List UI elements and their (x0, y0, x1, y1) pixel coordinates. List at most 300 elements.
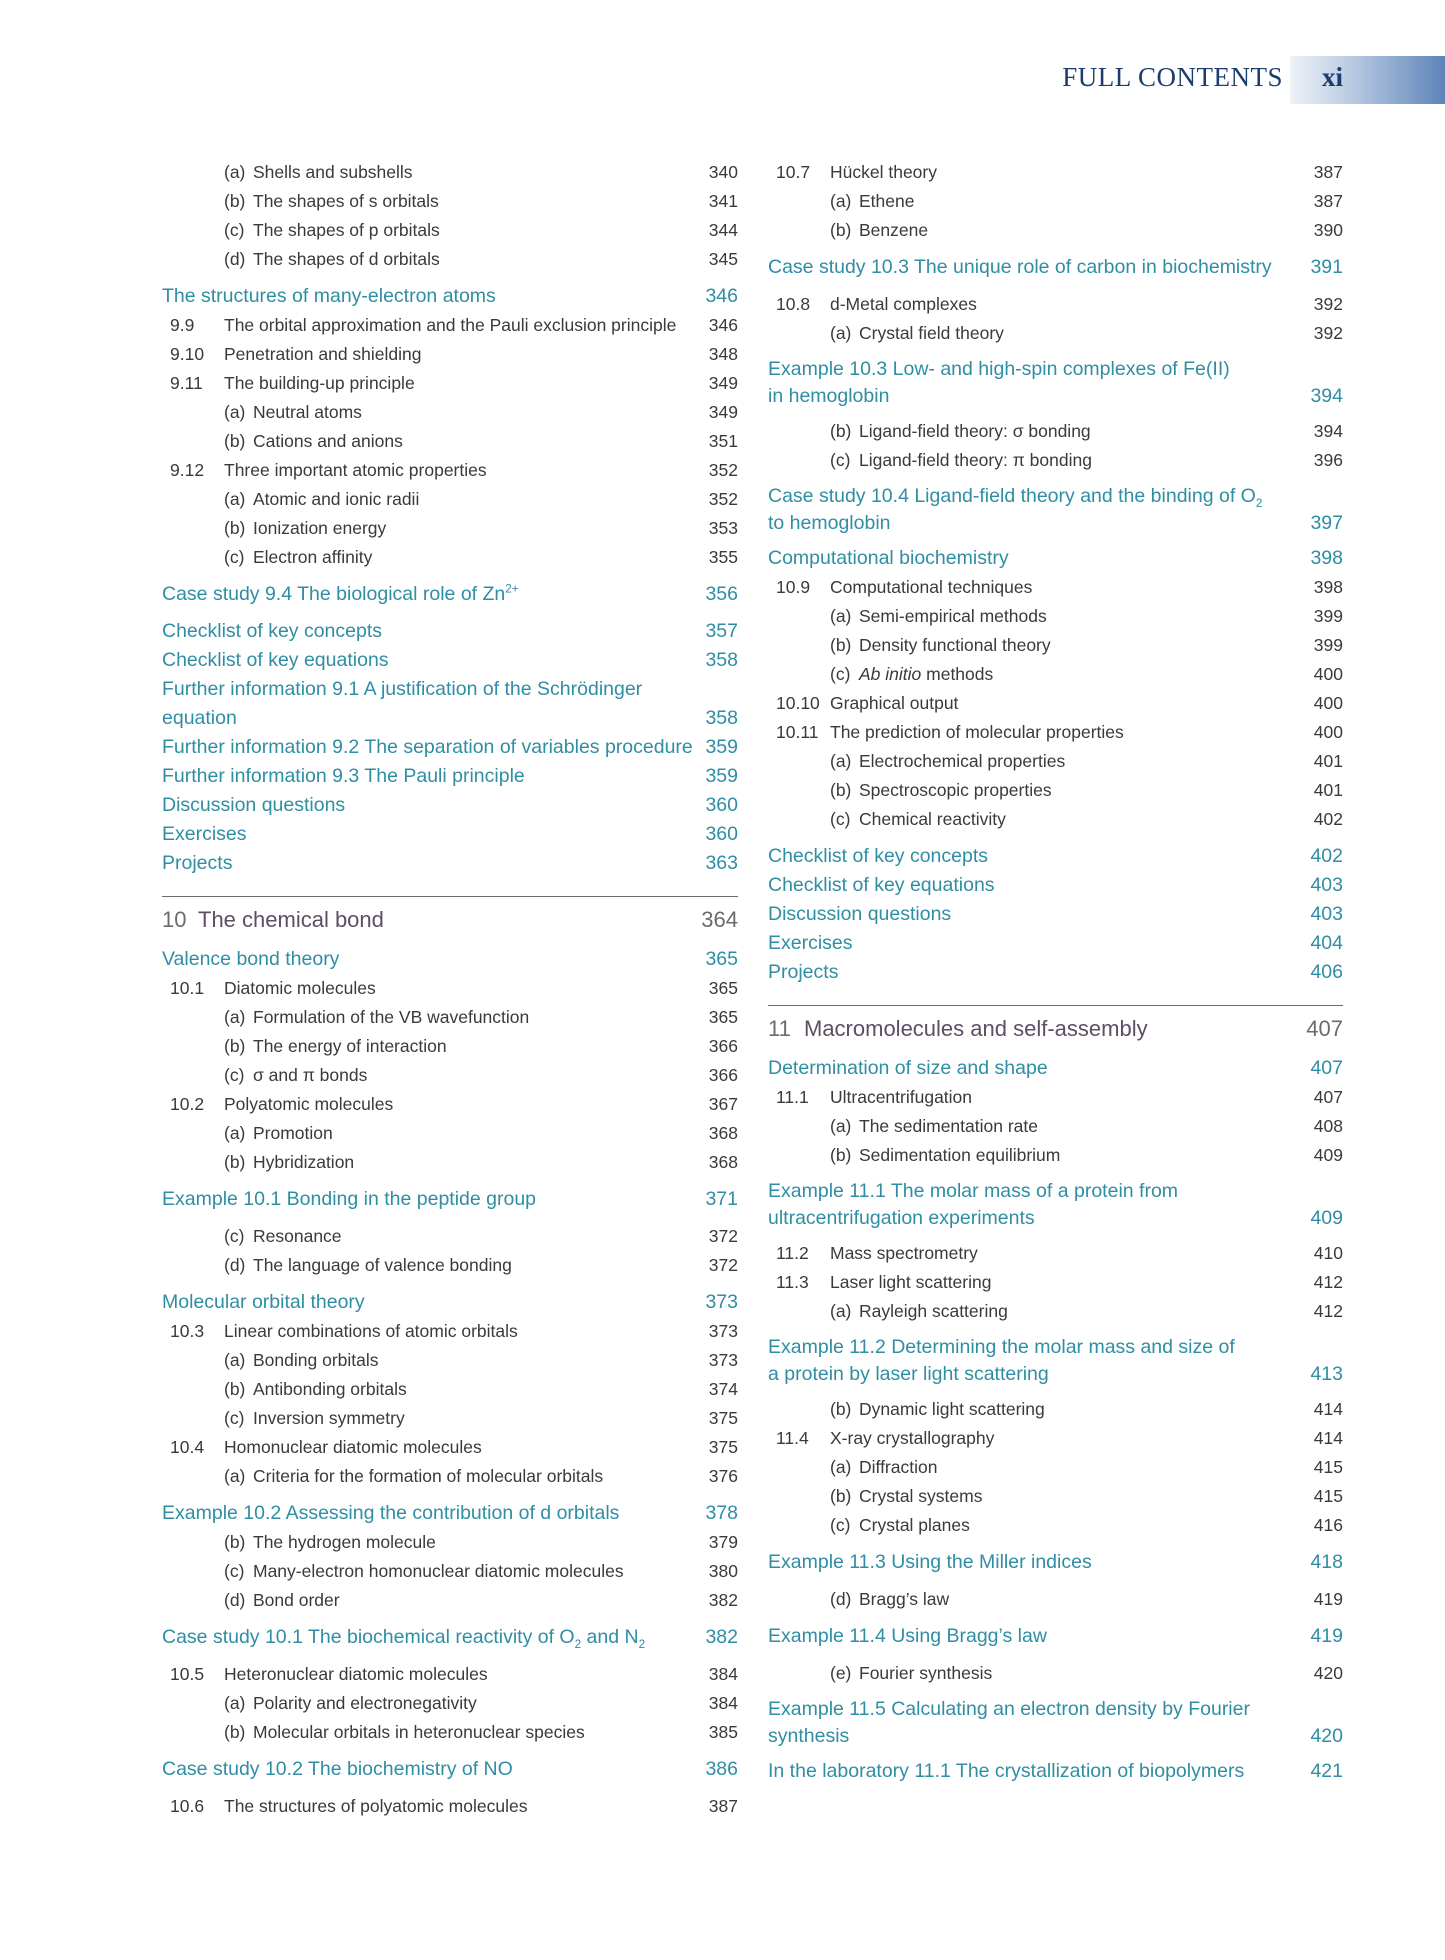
topic-entry[interactable] (768, 718, 1343, 747)
entry-number: 10.7 (776, 162, 811, 182)
page-ref: 357 (705, 620, 738, 642)
feature-entry[interactable] (768, 1696, 1343, 1751)
page-ref: 400 (1313, 693, 1343, 713)
section-entry[interactable] (162, 791, 738, 820)
entry-title: Formulation of the VB wavefunction (253, 1007, 530, 1027)
section-entry[interactable] (162, 1185, 738, 1214)
page-ref: 412 (1313, 1301, 1343, 1321)
subtopic-entry[interactable] (162, 398, 738, 427)
entry-number: (b) (830, 421, 852, 441)
section-entry[interactable] (162, 762, 738, 791)
page-ref: 414 (1313, 1399, 1343, 1419)
topic-entry[interactable] (162, 1090, 738, 1119)
entry-title: Criteria for the formation of molecular orbitals (253, 1466, 604, 1486)
entry-title: Chemical reactivity (859, 809, 1006, 829)
section-entry[interactable] (162, 675, 738, 704)
page-ref: 407 (1306, 1016, 1343, 1041)
entry-title: equation (162, 707, 237, 729)
entry-title: Linear combinations of atomic orbitals (224, 1321, 518, 1341)
section-entry[interactable] (162, 282, 738, 311)
entry-title: Crystal systems (859, 1486, 983, 1506)
subtopic-entry[interactable] (162, 543, 738, 572)
entry-title: Electrochemical properties (859, 751, 1066, 771)
page-ref: 365 (708, 978, 738, 998)
entry-title: In the laboratory 11.1 The crystallization of biopolymers (768, 1760, 1245, 1782)
superscript: 2+ (505, 582, 519, 596)
entry-title: Exercises (162, 823, 247, 845)
entry-number: (a) (830, 751, 852, 771)
page-ref: 366 (708, 1036, 738, 1056)
page-ref: 360 (705, 823, 738, 845)
entry-number: 10.2 (170, 1094, 205, 1114)
section-entry[interactable] (768, 958, 1343, 987)
page-ref: 345 (708, 249, 738, 269)
entry-title: Case study 10.1 The biochemical reactivity of $O_2$ and $N_2$ (162, 1626, 646, 1651)
section-entry[interactable] (162, 1623, 738, 1652)
page-ref: 413 (1310, 1363, 1343, 1385)
page-ref: 375 (708, 1437, 738, 1457)
page-ref: 365 (708, 1007, 738, 1027)
subtopic-entry[interactable] (768, 631, 1343, 660)
entry-title: Checklist of key equations (768, 874, 995, 896)
page-ref: 374 (708, 1379, 738, 1399)
page-ref: 392 (1313, 323, 1343, 343)
contents-column-left (162, 158, 738, 1821)
page-ref: 402 (1313, 809, 1343, 829)
page-ref: 398 (1313, 577, 1343, 597)
chapter-heading[interactable] (162, 896, 738, 943)
entry-number: (c) (224, 1226, 245, 1246)
subtopic-entry[interactable] (162, 427, 738, 456)
entry-number: 11.1 (776, 1087, 809, 1107)
topic-entry[interactable] (768, 1424, 1343, 1453)
entry-title: Polarity and electronegativity (253, 1693, 477, 1713)
topic-entry[interactable] (162, 974, 738, 1003)
topic-entry[interactable] (768, 1268, 1343, 1297)
entry-title: The structures of many-electron atoms (162, 285, 496, 307)
entry-number: (c) (830, 1515, 851, 1535)
subscript: 2 (638, 1637, 646, 1651)
subtopic-entry[interactable] (162, 1557, 738, 1586)
page-ref: 375 (708, 1408, 738, 1428)
entry-number: (b) (830, 1486, 852, 1506)
entry-number: 9.11 (170, 373, 203, 393)
page-ref: 363 (705, 852, 738, 874)
subtopic-entry[interactable] (768, 1395, 1343, 1424)
entry-title: Penetration and shielding (224, 344, 422, 364)
entry-title: Density functional theory (859, 635, 1051, 655)
subtopic-entry[interactable] (162, 514, 738, 543)
entry-number: (b) (830, 780, 852, 800)
entry-number: 10.6 (170, 1796, 205, 1816)
page-ref: 415 (1313, 1457, 1343, 1477)
entry-number: (a) (830, 323, 852, 343)
page-ref: 419 (1313, 1589, 1343, 1609)
entry-title: Checklist of key concepts (162, 620, 383, 642)
page-ref: 340 (708, 162, 738, 182)
entry-title: Valence bond theory (162, 948, 340, 970)
entry-title: The structures of polyatomic molecules (224, 1796, 528, 1816)
page-ref: 401 (1313, 751, 1343, 771)
entry-title: Discussion questions (162, 794, 346, 816)
running-header-title: FULL CONTENTS (1062, 62, 1283, 92)
entry-number: 10.9 (776, 577, 811, 597)
section-entry[interactable] (768, 544, 1343, 573)
entry-title: Ligand-field theory: π bonding (859, 450, 1092, 470)
entry-title: The hydrogen molecule (253, 1532, 436, 1552)
page-ref: 384 (708, 1693, 738, 1713)
entry-title-line1: Example 10.3 Low- and high-spin complexes of Fe(II) (768, 358, 1230, 380)
page-ref: 387 (708, 1796, 738, 1816)
section-entry[interactable] (162, 704, 738, 733)
section-entry[interactable] (768, 1054, 1343, 1083)
entry-number: (c) (224, 547, 245, 567)
entry-number: (c) (830, 664, 851, 684)
entry-title: Three important atomic properties (224, 460, 487, 480)
page-ref: 372 (708, 1255, 738, 1275)
page-ref: 352 (708, 489, 738, 509)
entry-title: The building-up principle (224, 373, 415, 393)
entry-title: Bonding orbitals (253, 1350, 379, 1370)
entry-number: (d) (830, 1589, 852, 1609)
subtopic-entry[interactable] (768, 776, 1343, 805)
subscript: 2 (574, 1637, 582, 1651)
entry-number: (b) (224, 1152, 246, 1172)
entry-number: (b) (224, 1036, 246, 1056)
subtopic-entry[interactable] (768, 1482, 1343, 1511)
chapter-number: 11 (768, 1016, 791, 1041)
subtopic-entry[interactable] (162, 216, 738, 245)
section-entry[interactable] (162, 580, 738, 609)
feature-entry[interactable] (768, 1178, 1343, 1233)
entry-title: Molecular orbitals in heteronuclear species (253, 1722, 585, 1742)
section-entry[interactable] (162, 733, 738, 762)
entry-number: (b) (830, 1145, 852, 1165)
entry-title: Bragg’s law (859, 1589, 950, 1609)
page-ref: 364 (701, 907, 738, 932)
page-ref: 355 (708, 547, 738, 567)
entry-number: (a) (224, 1350, 246, 1370)
page-ref: 414 (1313, 1428, 1343, 1448)
subtopic-entry[interactable] (768, 417, 1343, 446)
entry-title: Hückel theory (830, 162, 937, 182)
entry-title-line2: in hemoglobin (768, 385, 890, 407)
entry-number: 10.4 (170, 1437, 205, 1457)
entry-title: Spectroscopic properties (859, 780, 1052, 800)
entry-title: Resonance (253, 1226, 342, 1246)
entry-title: The energy of interaction (253, 1036, 447, 1056)
entry-number: 11.3 (776, 1272, 809, 1292)
entry-number: (b) (224, 1532, 246, 1552)
section-entry[interactable] (768, 253, 1343, 282)
entry-title: The sedimentation rate (859, 1116, 1038, 1136)
entry-title: Graphical output (830, 693, 959, 713)
entry-title: Crystal field theory (859, 323, 1004, 343)
topic-entry[interactable] (768, 573, 1343, 602)
page-ref: 392 (1313, 294, 1343, 314)
entry-title: Semi-empirical methods (859, 606, 1047, 626)
subtopic-entry[interactable] (162, 1346, 738, 1375)
section-entry[interactable] (768, 1757, 1343, 1786)
subtopic-entry[interactable] (162, 1119, 738, 1148)
page-ref: 404 (1310, 932, 1343, 954)
page-ref: 376 (708, 1466, 738, 1486)
subtopic-entry[interactable] (162, 1148, 738, 1177)
page-ref: 341 (708, 191, 738, 211)
entry-title: The orbital approximation and the Pauli exclusion principle (224, 315, 677, 335)
feature-entry[interactable] (768, 356, 1343, 411)
entry-number: (a) (224, 162, 246, 182)
page-ref: 400 (1313, 664, 1343, 684)
subtopic-entry[interactable] (768, 1141, 1343, 1170)
entry-number: (a) (224, 1123, 246, 1143)
page-ref: 367 (708, 1094, 738, 1114)
entry-title-line2: synthesis (768, 1725, 850, 1747)
entry-title: Hybridization (253, 1152, 355, 1172)
page-ref: 384 (708, 1664, 738, 1684)
entry-title-line1: Example 11.2 Determining the molar mass and size of (768, 1336, 1235, 1358)
page-ref: 348 (708, 344, 738, 364)
entry-number: (d) (224, 1255, 246, 1275)
entry-title: Case study 10.2 The biochemistry of NO (162, 1758, 513, 1780)
entry-title: Further information 9.1 A justification of the Schrödinger (162, 678, 643, 700)
chapter-title: The chemical bond (198, 907, 384, 932)
entry-title-line2: a protein by laser light scattering (768, 1363, 1049, 1385)
page-ref: 365 (705, 948, 738, 970)
section-entry[interactable] (768, 929, 1343, 958)
topic-entry[interactable] (162, 340, 738, 369)
topic-entry[interactable] (768, 158, 1343, 187)
subtopic-entry[interactable] (162, 485, 738, 514)
entry-title: Neutral atoms (253, 402, 362, 422)
subtopic-entry[interactable] (162, 1375, 738, 1404)
page-ref: 408 (1313, 1116, 1343, 1136)
entry-number: (c) (224, 1408, 245, 1428)
entry-title: Polyatomic molecules (224, 1094, 394, 1114)
page-ref: 356 (705, 583, 738, 605)
entry-number: (a) (830, 191, 852, 211)
page-ref: 419 (1310, 1625, 1343, 1647)
page-ref: 346 (705, 285, 738, 307)
entry-number: (b) (830, 220, 852, 240)
entry-title: Ionization energy (253, 518, 387, 538)
page-ref: 398 (1310, 547, 1343, 569)
entry-number: (c) (830, 450, 851, 470)
page-ref: 420 (1313, 1663, 1343, 1683)
entry-title: Ligand-field theory: σ bonding (859, 421, 1091, 441)
page-ref: 372 (708, 1226, 738, 1246)
page-ref: 359 (705, 736, 738, 758)
subtopic-entry[interactable] (768, 1511, 1343, 1540)
page-ref: 358 (705, 649, 738, 671)
section-entry[interactable] (162, 646, 738, 675)
entry-number: (a) (830, 1457, 852, 1477)
page-ref: 421 (1310, 1760, 1343, 1782)
entry-title: Projects (768, 961, 839, 983)
entry-number: 9.9 (170, 315, 195, 335)
entry-title: Sedimentation equilibrium (859, 1145, 1061, 1165)
entry-title: Example 11.4 Using Bragg’s law (768, 1625, 1047, 1647)
topic-entry[interactable] (768, 1083, 1343, 1112)
entry-title: Bond order (253, 1590, 340, 1610)
page-ref: 358 (705, 707, 738, 729)
page-ref: 349 (708, 402, 738, 422)
entry-title: Diffraction (859, 1457, 938, 1477)
subtopic-entry[interactable] (162, 1586, 738, 1615)
subtopic-entry[interactable] (162, 1689, 738, 1718)
entry-title: Homonuclear diatomic molecules (224, 1437, 482, 1457)
page-ref: 394 (1310, 385, 1343, 407)
subtopic-entry[interactable] (162, 1251, 738, 1280)
section-entry[interactable] (768, 900, 1343, 929)
subtopic-entry[interactable] (768, 1297, 1343, 1326)
page-ref: 407 (1310, 1057, 1343, 1079)
subtopic-entry[interactable] (768, 602, 1343, 631)
section-entry[interactable] (768, 1622, 1343, 1651)
feature-entry[interactable] (768, 1334, 1343, 1389)
subtopic-entry[interactable] (768, 1453, 1343, 1482)
chapter-title: Macromolecules and self-assembly (804, 1016, 1148, 1041)
page-ref: 382 (708, 1590, 738, 1610)
page-ref: 387 (1313, 191, 1343, 211)
subtopic-entry[interactable] (768, 1112, 1343, 1141)
section-entry[interactable] (162, 1499, 738, 1528)
subtopic-entry[interactable] (162, 1404, 738, 1433)
section-entry[interactable] (768, 871, 1343, 900)
entry-title: Laser light scattering (830, 1272, 992, 1292)
page-ref: 412 (1313, 1272, 1343, 1292)
subtopic-entry[interactable] (162, 1222, 738, 1251)
subtopic-entry[interactable] (162, 1462, 738, 1491)
entry-number: (a) (224, 1466, 246, 1486)
topic-entry[interactable] (162, 1660, 738, 1689)
entry-number: 11.4 (776, 1428, 809, 1448)
entry-title: Example 10.1 Bonding in the peptide group (162, 1188, 537, 1210)
page-ref: 391 (1310, 256, 1343, 278)
entry-number: (b) (224, 431, 246, 451)
entry-number: 9.12 (170, 460, 205, 480)
topic-entry[interactable] (162, 369, 738, 398)
entry-number: (a) (224, 1693, 246, 1713)
page-ref: 402 (1310, 845, 1343, 867)
entry-title: Checklist of key concepts (768, 845, 989, 867)
chapter-heading[interactable] (768, 1005, 1343, 1052)
entry-title: Case study 10.3 The unique role of carbon in biochemistry (768, 256, 1272, 278)
page-ref: 351 (708, 431, 738, 451)
section-entry[interactable] (162, 617, 738, 646)
subscript: 2 (1255, 496, 1263, 510)
entry-title: Heteronuclear diatomic molecules (224, 1664, 488, 1684)
entry-number: 10.1 (170, 978, 205, 998)
page-ref: 416 (1313, 1515, 1343, 1535)
section-entry[interactable] (768, 1548, 1343, 1577)
subtopic-entry[interactable] (162, 187, 738, 216)
entry-title: Further information 9.2 The separation of variables procedure (162, 736, 693, 758)
page-ref: 346 (708, 315, 738, 335)
subtopic-entry[interactable] (162, 1061, 738, 1090)
section-entry[interactable] (162, 945, 738, 974)
entry-title: Rayleigh scattering (859, 1301, 1008, 1321)
page-ref: 406 (1310, 961, 1343, 983)
section-entry[interactable] (768, 842, 1343, 871)
entry-number: 10.8 (776, 294, 811, 314)
chapter-number: 10 (162, 907, 187, 932)
subtopic-entry[interactable] (162, 1718, 738, 1747)
entry-title: The language of valence bonding (253, 1255, 512, 1275)
topic-entry[interactable] (162, 1792, 738, 1821)
section-entry[interactable] (162, 1755, 738, 1784)
entry-title: Further information 9.3 The Pauli principle (162, 765, 525, 787)
entry-number: (b) (224, 191, 246, 211)
entry-title-line1: Example 11.1 The molar mass of a protein from (768, 1180, 1179, 1202)
subtopic-entry[interactable] (162, 1032, 738, 1061)
subtopic-entry[interactable] (162, 1003, 738, 1032)
entry-number: (b) (224, 1379, 246, 1399)
subtopic-entry[interactable] (768, 216, 1343, 245)
subtopic-entry[interactable] (768, 1659, 1343, 1688)
topic-entry[interactable] (768, 1239, 1343, 1268)
subtopic-entry[interactable] (768, 805, 1343, 834)
topic-entry[interactable] (162, 311, 738, 340)
page-ref: 385 (708, 1722, 738, 1742)
topic-entry[interactable] (768, 689, 1343, 718)
entry-title: Example 11.3 Using the Miller indices (768, 1551, 1092, 1573)
entry-title: Dynamic light scattering (859, 1399, 1045, 1419)
topic-entry[interactable] (768, 290, 1343, 319)
feature-entry[interactable] (768, 483, 1343, 538)
section-entry[interactable] (162, 820, 738, 849)
contents-column-right (768, 158, 1343, 1786)
subtopic-entry[interactable] (162, 1528, 738, 1557)
page-ref: 420 (1310, 1725, 1343, 1747)
page-ref: 410 (1313, 1243, 1343, 1263)
page-ref: 359 (705, 765, 738, 787)
entry-title: Checklist of key equations (162, 649, 389, 671)
entry-title: Electron affinity (253, 547, 373, 567)
page-ref: 409 (1313, 1145, 1343, 1165)
topic-entry[interactable] (162, 456, 738, 485)
topic-entry[interactable] (162, 1433, 738, 1462)
page-ref: 373 (705, 1291, 738, 1313)
page-ref: 373 (708, 1350, 738, 1370)
entry-title: Exercises (768, 932, 853, 954)
subtopic-entry[interactable] (768, 187, 1343, 216)
entry-title: Molecular orbital theory (162, 1291, 365, 1313)
entry-number: 10.5 (170, 1664, 205, 1684)
entry-number: (c) (224, 1065, 245, 1085)
page-ref: 360 (705, 794, 738, 816)
subtopic-entry[interactable] (162, 158, 738, 187)
page-ref: 344 (708, 220, 738, 240)
entry-number: (a) (224, 489, 246, 509)
entry-number: (b) (830, 1399, 852, 1419)
section-entry[interactable] (162, 849, 738, 878)
subtopic-entry[interactable] (768, 747, 1343, 776)
page-ref: 399 (1313, 635, 1343, 655)
subtopic-entry[interactable] (768, 1585, 1343, 1614)
subtopic-entry[interactable] (162, 245, 738, 274)
page-ref: 373 (708, 1321, 738, 1341)
subtopic-entry[interactable] (768, 446, 1343, 475)
page-ref: 368 (708, 1123, 738, 1143)
subtopic-entry[interactable] (768, 660, 1343, 689)
section-entry[interactable] (162, 1288, 738, 1317)
page-ref: 387 (1313, 162, 1343, 182)
page-ref: 403 (1310, 874, 1343, 896)
entry-number: 10.11 (776, 722, 819, 742)
subtopic-entry[interactable] (768, 319, 1343, 348)
topic-entry[interactable] (162, 1317, 738, 1346)
